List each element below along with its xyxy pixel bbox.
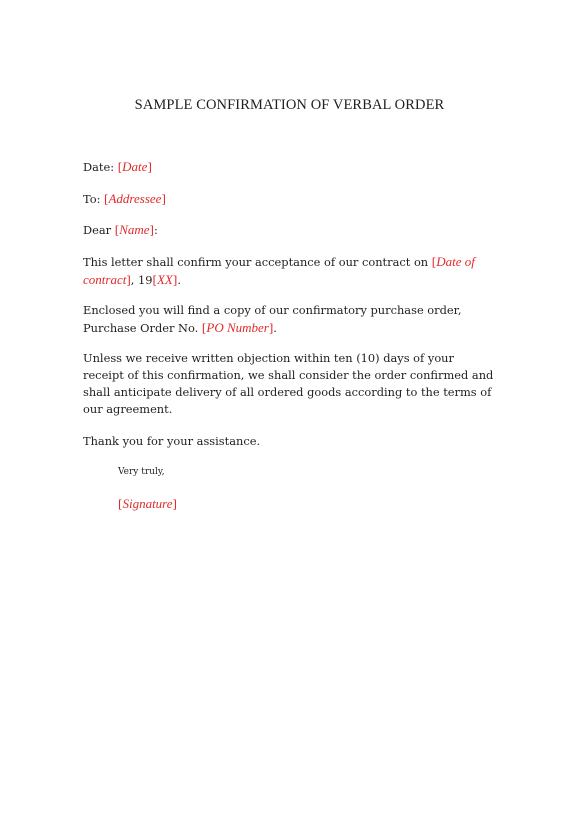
bracket-open: [	[114, 223, 120, 237]
signature-placeholder-text: Signature	[122, 496, 173, 511]
dear-label: Dear	[83, 223, 115, 237]
document-title: SAMPLE CONFIRMATION OF VERBAL ORDER	[134, 97, 445, 113]
addressee-placeholder-text: Addressee	[108, 191, 162, 206]
dear-suffix: :	[153, 223, 158, 237]
bracket-open: [	[152, 273, 157, 287]
paragraph-contract	[83, 253, 503, 289]
year-placeholder	[153, 273, 178, 287]
bracket-close: ]	[161, 192, 166, 206]
bracket-close: ]	[147, 160, 152, 174]
salutation-line	[83, 221, 503, 239]
paragraph-enclosed-text: Enclosed you will find a copy of our confirmatory purchase order, Purchase Order No.	[83, 303, 462, 335]
year-placeholder-text: XX	[156, 272, 173, 287]
date-placeholder	[118, 160, 152, 174]
bracket-open: [	[117, 160, 123, 174]
addressee-placeholder	[104, 192, 166, 206]
bracket-open: [	[431, 255, 437, 269]
paragraph-contract-text: This letter shall confirm your acceptance of our contract on	[83, 255, 432, 269]
bracket-close: ]	[172, 273, 178, 287]
paragraph-enclosed	[83, 302, 463, 337]
signature-placeholder	[118, 496, 177, 512]
bracket-close: ]	[149, 223, 154, 237]
date-line	[83, 158, 503, 176]
po-number-placeholder-text: PO Number	[206, 320, 269, 335]
date-placeholder-text: Date	[122, 159, 148, 174]
name-placeholder	[115, 223, 154, 237]
paragraph-contract-mid: , 19	[130, 273, 153, 287]
contract-date-placeholder-text: Date of contract	[83, 254, 475, 287]
paragraph-objection: Unless we receive written objection within ten (10) days of your receipt of this confirmation, we shall consider the order confirmed and shall anticipate delivery of all ordered goods according to the terms of our agreement.	[83, 351, 494, 416]
bracket-close: ]	[268, 321, 274, 335]
date-label: Date:	[83, 160, 118, 174]
paragraph-contract-end: .	[177, 273, 181, 287]
po-number-placeholder	[202, 321, 273, 335]
closing: Very truly,	[118, 467, 165, 477]
bracket-close: ]	[126, 273, 131, 287]
bracket-close: ]	[172, 497, 177, 511]
bracket-open: [	[201, 321, 207, 335]
paragraph-thanks: Thank you for your assistance.	[83, 434, 261, 448]
paragraph-enclosed-end: .	[273, 321, 277, 335]
to-label: To:	[83, 192, 105, 206]
name-placeholder-text: Name	[119, 222, 150, 237]
bracket-open: [	[104, 192, 109, 206]
to-line	[83, 190, 503, 208]
bracket-open: [	[118, 497, 123, 511]
